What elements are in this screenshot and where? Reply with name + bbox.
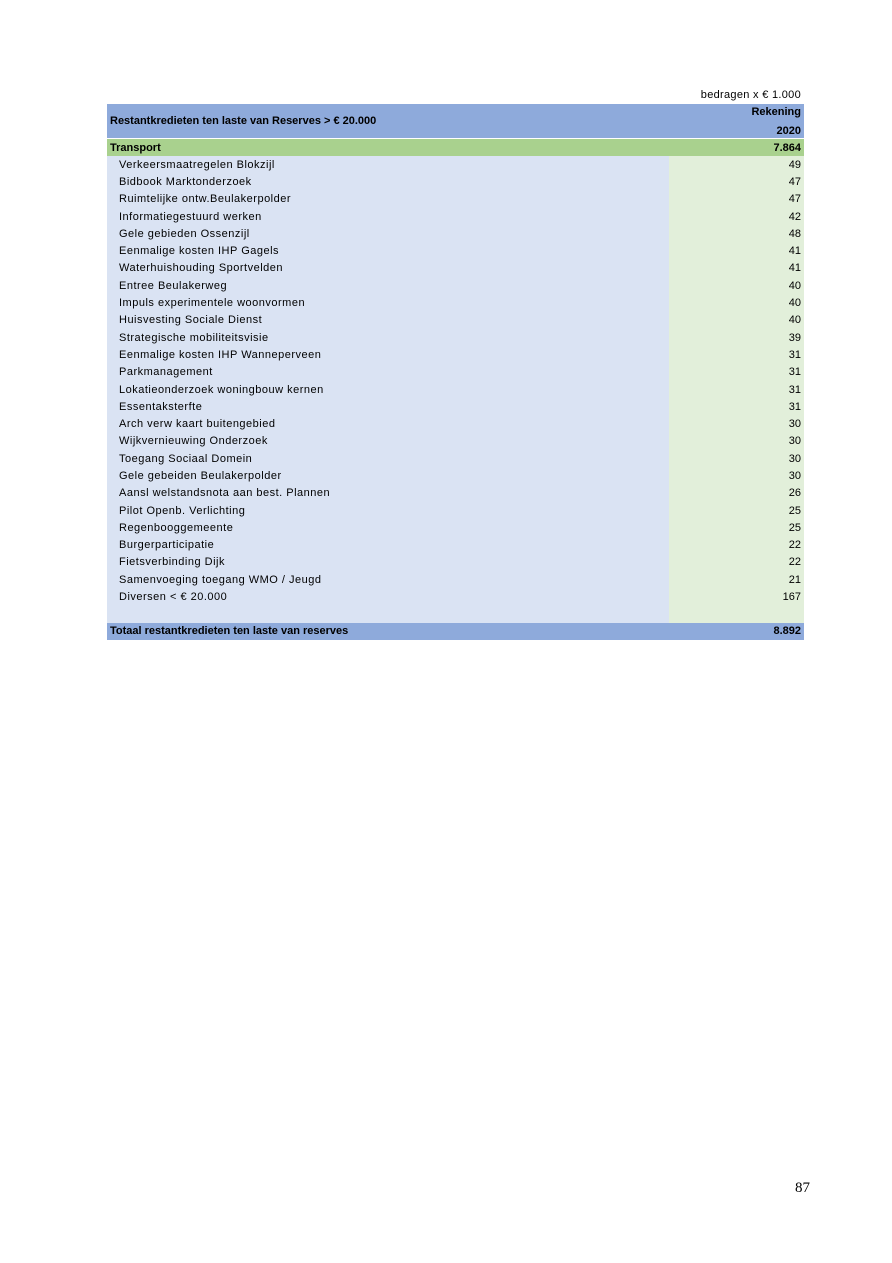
row-label: Fietsverbinding Dijk <box>119 556 225 569</box>
table-title: Restantkredieten ten laste van Reserves > € 20.000 <box>110 115 377 127</box>
total-row <box>107 623 804 640</box>
row-value: 31 <box>788 383 801 396</box>
row-value: 30 <box>788 452 801 465</box>
table-row <box>107 450 804 467</box>
row-label: Arch verw kaart buitengebied <box>119 418 276 431</box>
transport-label: Transport <box>110 141 161 154</box>
table-row <box>107 467 804 484</box>
row-value: 47 <box>788 193 801 206</box>
row-label: Strategische mobiliteitsvisie <box>119 331 269 344</box>
row-label: Bidbook Marktonderzoek <box>119 175 252 188</box>
table-row <box>107 312 804 329</box>
row-label: Impuls experimentele woonvormen <box>119 297 306 310</box>
row-label: Informatiegestuurd werken <box>119 210 262 223</box>
column-header-line2: 2020 <box>776 125 801 137</box>
row-value: 40 <box>788 279 801 292</box>
credits-table <box>107 104 804 640</box>
table-header <box>107 104 804 138</box>
row-value: 25 <box>788 521 801 534</box>
row-label: Regenbooggemeente <box>119 521 234 534</box>
row-value: 30 <box>788 418 801 431</box>
table-row <box>107 294 804 311</box>
table-row <box>107 398 804 415</box>
column-header-rekening <box>674 104 804 138</box>
row-value: 41 <box>788 245 801 258</box>
table-row <box>107 242 804 259</box>
table-row <box>107 364 804 381</box>
transport-row <box>107 138 804 156</box>
table-row <box>107 191 804 208</box>
row-label: Eenmalige kosten IHP Gagels <box>119 245 280 258</box>
row-value: 167 <box>782 591 801 604</box>
table-row <box>107 277 804 294</box>
page-number: 87 <box>795 1180 810 1196</box>
row-value: 30 <box>788 435 801 448</box>
table-row <box>107 519 804 536</box>
row-label: Entree Beulakerweg <box>119 279 228 292</box>
table-row <box>107 502 804 519</box>
row-value: 31 <box>788 348 801 361</box>
row-label: Huisvesting Sociale Dienst <box>119 314 263 327</box>
row-value: 49 <box>788 158 801 171</box>
row-value: 30 <box>788 469 801 482</box>
total-label: Totaal restantkredieten ten laste van reserves <box>110 625 349 638</box>
row-label: Gele gebeiden Beulakerpolder <box>119 469 282 482</box>
row-label: Samenvoeging toegang WMO / Jeugd <box>119 573 322 586</box>
table-row <box>107 485 804 502</box>
table-row <box>107 381 804 398</box>
row-value: 22 <box>788 556 801 569</box>
table-row <box>107 225 804 242</box>
column-header-line1: Rekening <box>751 106 801 118</box>
row-label: Gele gebieden Ossenzijl <box>119 227 250 240</box>
table-spacer <box>107 606 804 623</box>
table-row <box>107 433 804 450</box>
row-value: 21 <box>788 573 801 586</box>
row-label: Toegang Sociaal Domein <box>119 452 253 465</box>
table-row <box>107 329 804 346</box>
table-row <box>107 571 804 588</box>
row-label: Ruimtelijke ontw.Beulakerpolder <box>119 193 292 206</box>
row-value: 22 <box>788 539 801 552</box>
row-value: 41 <box>788 262 801 275</box>
table-row <box>107 537 804 554</box>
row-value: 40 <box>788 297 801 310</box>
row-value: 40 <box>788 314 801 327</box>
row-value: 31 <box>788 366 801 379</box>
row-label: Wijkvernieuwing Onderzoek <box>119 435 268 448</box>
table-row <box>107 554 804 571</box>
row-label: Burgerparticipatie <box>119 539 215 552</box>
table-row <box>107 346 804 363</box>
row-label: Diversen < € 20.000 <box>119 591 228 604</box>
row-label: Parkmanagement <box>119 366 213 379</box>
row-label: Eenmalige kosten IHP Wanneperveen <box>119 348 322 361</box>
table-body <box>107 156 804 606</box>
table-row <box>107 173 804 190</box>
table-row <box>107 208 804 225</box>
row-value: 39 <box>788 331 801 344</box>
row-value: 26 <box>788 487 801 500</box>
table-row <box>107 588 804 605</box>
row-label: Lokatieonderzoek woningbouw kernen <box>119 383 324 396</box>
row-value: 25 <box>788 504 801 517</box>
table-row <box>107 260 804 277</box>
row-value: 48 <box>788 227 801 240</box>
row-label: Pilot Openb. Verlichting <box>119 504 246 517</box>
transport-value: 7.864 <box>773 141 801 154</box>
row-value: 47 <box>788 175 801 188</box>
row-label: Aansl welstandsnota aan best. Plannen <box>119 487 331 500</box>
table-row <box>107 415 804 432</box>
table-row <box>107 156 804 173</box>
row-value: 42 <box>788 210 801 223</box>
unit-note: bedragen x € 1.000 <box>700 89 801 101</box>
total-value: 8.892 <box>773 625 801 638</box>
row-label: Essentaksterfte <box>119 400 203 413</box>
row-label: Waterhuishouding Sportvelden <box>119 262 284 275</box>
row-label: Verkeersmaatregelen Blokzijl <box>119 158 275 171</box>
row-value: 31 <box>788 400 801 413</box>
